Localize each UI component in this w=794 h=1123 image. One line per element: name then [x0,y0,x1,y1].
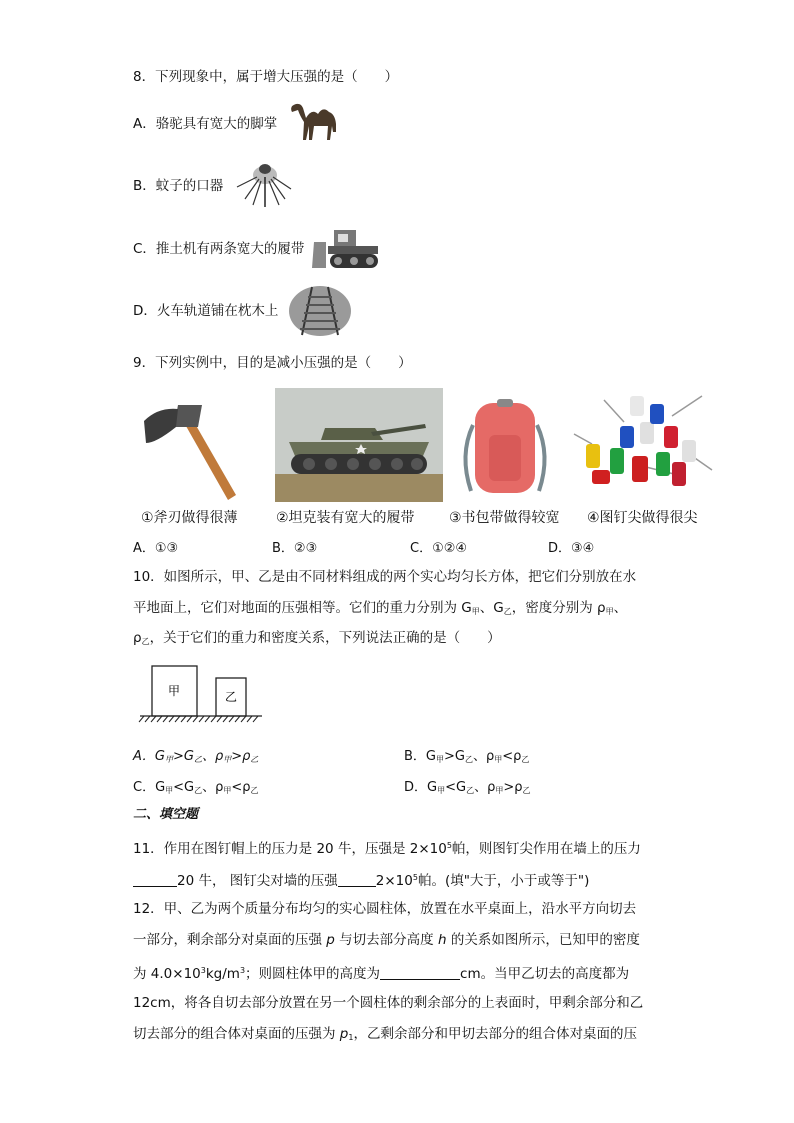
q12-blank-height[interactable] [380,965,460,980]
q9-option-d[interactable]: D．③④ [548,541,595,556]
q11-blank-1[interactable] [133,872,177,887]
q12-line3: 为 $4.0\times 10^3kg/m^3$；则圆柱体甲的高度为 cm。当甲乙切去的高度都为 [133,966,630,982]
q9-option-a[interactable]: A．①③ [133,541,179,556]
q12-line2: 一部分，剩余部分对桌面的压强 p 与切去部分高度 h 的关系如图所示，已知甲的密度 [133,932,640,948]
section-title: 二、填空题 [133,807,199,822]
pushpins-icon [572,386,720,498]
q8-option-b[interactable]: B．蚊子的口器 [133,178,224,194]
axe-icon [140,403,250,503]
q10-line2: 平地面上，它们对地面的压强相等。它们的重力分别为 $G_甲$、$G_乙$，密度分别为 $\rho_甲$、 [133,600,628,616]
q10-blocks-diagram [138,663,264,725]
q12-line4: 12cm，将各自切去部分放置在另一个圆柱体的剩余部分的上表面时，甲剩余部分和乙 [133,995,644,1011]
q9-option-b[interactable]: B．②③ [272,541,318,556]
q11-blank-2[interactable] [338,872,376,887]
q10-option-d[interactable]: D．$G_甲<G_乙$、$\rho_甲>\rho_乙$ [404,780,531,795]
backpack-icon [455,395,555,499]
q10-option-a[interactable]: A．$G_甲>G_乙$、$\rho_甲>\rho_乙$ [133,749,259,764]
q8-option-c[interactable]: C．推土机有两条宽大的履带 [133,241,305,257]
q10-line1: 10．如图所示，甲、乙是由不同材料组成的两个实心均匀长方体，把它们分别放在水 [133,569,637,585]
camel-icon [284,94,348,150]
q11-line2: 20 牛， 图钉尖对墙的压强 $2\times 10^5$帕。(填"大于，小于或等于") [133,869,589,890]
q8-stem: 8．下列现象中，属于增大压强的是（ ） [133,69,399,85]
q10-option-b[interactable]: B．$G_甲>G_乙$、$\rho_甲<\rho_乙$ [404,749,530,764]
q8-option-a[interactable]: A．骆驼具有宽大的脚掌 [133,116,278,132]
q9-caption-2: ②坦克装有宽大的履带 [276,510,415,526]
q9-caption-1: ①斧刃做得很薄 [141,510,238,526]
q11-line1: 11．作用在图钉帽上的压力是 20 牛，压强是 $2\times 10^5$帕，则图钉尖作用在墙上的压力 [133,841,641,857]
q9-caption-4: ④图钉尖做得很尖 [587,510,698,526]
q9-stem: 9．下列实例中，目的是减小压强的是（ ） [133,355,412,371]
block-yi-label: 乙 [224,690,238,704]
block-jia-label: 甲 [167,684,181,698]
q8-option-d[interactable]: D．火车轨道铺在枕木上 [133,303,279,319]
q10-option-c[interactable]: C．$G_甲<G_乙$、$\rho_甲<\rho_乙$ [133,780,259,795]
railway-icon [288,285,352,337]
mosquito-icon [231,155,295,211]
q9-caption-3: ③书包带做得较宽 [449,510,560,526]
bulldozer-icon [312,218,384,274]
q9-option-c[interactable]: C．①②④ [410,541,468,556]
tank-icon [275,388,443,502]
q12-line1: 12．甲、乙为两个质量分布均匀的实心圆柱体，放置在水平桌面上，沿水平方向切去 [133,901,637,917]
q12-line5: 切去部分的组合体对桌面的压强为 $p_1$，乙剩余部分和甲切去部分的组合体对桌面的压 [133,1026,637,1042]
q10-line3: $\rho_乙$，关于它们的重力和密度关系，下列说法正确的是（ ） [133,630,501,646]
